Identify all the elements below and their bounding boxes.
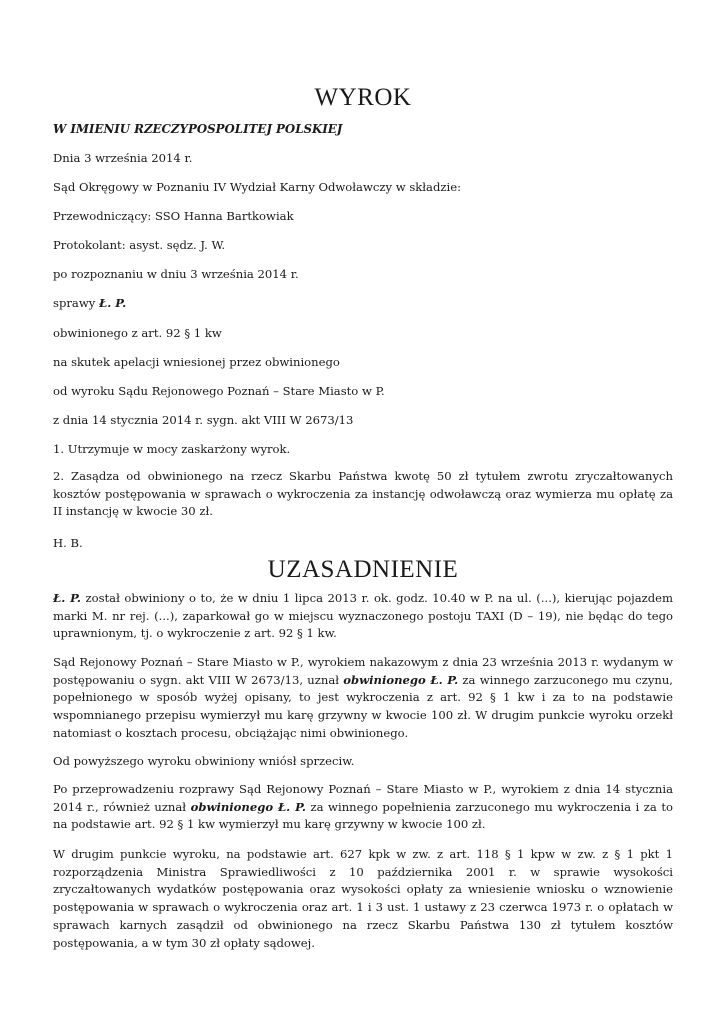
document-subtitle: W IMIENIU RZECZYPOSPOLITEJ POLSKIEJ xyxy=(53,122,343,136)
case-prefix: sprawy xyxy=(53,296,99,310)
p2-text-a: Sąd Rejonowy Poznań – Stare Miasto w P., wyrokiem nakazowym z dnia 23 września 2013 r. wydanym w postępowaniu o sygn. akt VIII W 2673/13, uznał xyxy=(53,655,673,687)
p1-text: został obwiniony o to, że w dniu 1 lipca 2013 r. ok. godz. 10.40 w P. na ul. (...), kierując pojazdem marki M. nr rej. (...), zaparkował go w miejscu wyznaczonego postoju TAXI (D – 19), nie będąc do tego uprawnionym, tj. o wykroczenie z art. 92 § 1 kw. xyxy=(53,591,673,641)
p4-text-a: Po przeprowadzeniu rozprawy Sąd Rejonowy Poznań – Stare Miasto w P., wyrokiem z dnia 14 stycznia 2014 r., również uznał xyxy=(53,782,673,814)
from-judgment-line: od wyroku Sądu Rejonowego Poznań – Stare Miasto w P. xyxy=(53,384,385,398)
p2-text-b: za winnego zarzuconego mu czynu, popełnionego w sposób wyżej opisany, to jest wykroczenia z art. 92 § 1 kw i za to na podstawie wspomnianego przepisu wymierzył mu karę grzywny w kwocie 100 zł. W drugim punkcie wyroku orzekł natomiast o kosztach procesu, obciążając nimi obwinionego. xyxy=(53,672,673,740)
chair-line: Przewodniczący: SSO Hanna Bartkowiak xyxy=(53,209,294,223)
ruling-2: 2. Zasądza od obwinionego na rzecz Skarbu Państwa kwotę 50 zł tytułem zwrotu zryczałtowanych kosztów postępowania w sprawach o wykroczenia za instancję odwoławczą oraz wymierza mu opłatę za II instancję w kwocie 30 zł. xyxy=(53,469,673,519)
appeal-line: na skutek apelacji wniesionej przez obwinionego xyxy=(53,355,340,369)
ruling-1: 1. Utrzymuje w mocy zaskarżony wyrok. xyxy=(53,442,291,456)
case-line xyxy=(53,296,126,310)
p2-defendant: obwinionego Ł. P. xyxy=(343,672,459,687)
hearing-line: po rozpoznaniu w dniu 3 września 2014 r. xyxy=(53,267,299,281)
p4-defendant: obwinionego Ł. P. xyxy=(190,799,306,814)
justification-paragraph-3: Od powyższego wyroku obwiniony wniósł sprzeciw. xyxy=(53,754,355,768)
p4-text-b: za winnego popełnienia zarzuconego mu wykroczenia i za to na podstawie art. 92 § 1 kw wymierzył mu karę grzywny w kwocie 100 zł. xyxy=(53,799,673,832)
date-line: Dnia 3 września 2014 r. xyxy=(53,151,193,165)
justification-paragraph-1 xyxy=(53,590,673,643)
case-name: Ł. P. xyxy=(99,296,127,310)
signature: H. B. xyxy=(53,536,83,550)
charge-line: obwinionego z art. 92 § 1 kw xyxy=(53,326,222,340)
defendant-name: Ł. P. xyxy=(53,591,81,605)
justification-paragraph-4 xyxy=(53,781,673,834)
justification-paragraph-5: W drugim punkcie wyroku, na podstawie art. 627 kpk w zw. z art. 118 § 1 kpw w zw. z § 1 pkt 1 rozporządzenia Ministra Sprawiedliwości z 10 października 2001 r. w sprawie wysokości zryczałtowanych wydatków postępowania oraz wysokości opłaty za wniesienie wniosku o wznowienie postępowania w sprawach o wykroczenia oraz art. 1 i 3 ust. 1 ustawy z 23 czerwca 1973 r. o opłatach w sprawach karnych zasądził od obwinionego na rzecz Skarbu Państwa 130 zł tytułem kosztów postępowania, a w tym 30 zł opłaty sądowej. xyxy=(53,847,673,950)
justification-title: UZASADNIENIE xyxy=(267,556,459,583)
document-title: WYROK xyxy=(314,84,412,111)
clerk-line: Protokolant: asyst. sędz. J. W. xyxy=(53,238,226,252)
justification-paragraph-2 xyxy=(53,654,673,743)
court-line: Sąd Okręgowy w Poznaniu IV Wydział Karny Odwoławczy w składzie: xyxy=(53,180,461,194)
judgment-date-line: z dnia 14 stycznia 2014 r. sygn. akt VIII W 2673/13 xyxy=(53,413,354,427)
